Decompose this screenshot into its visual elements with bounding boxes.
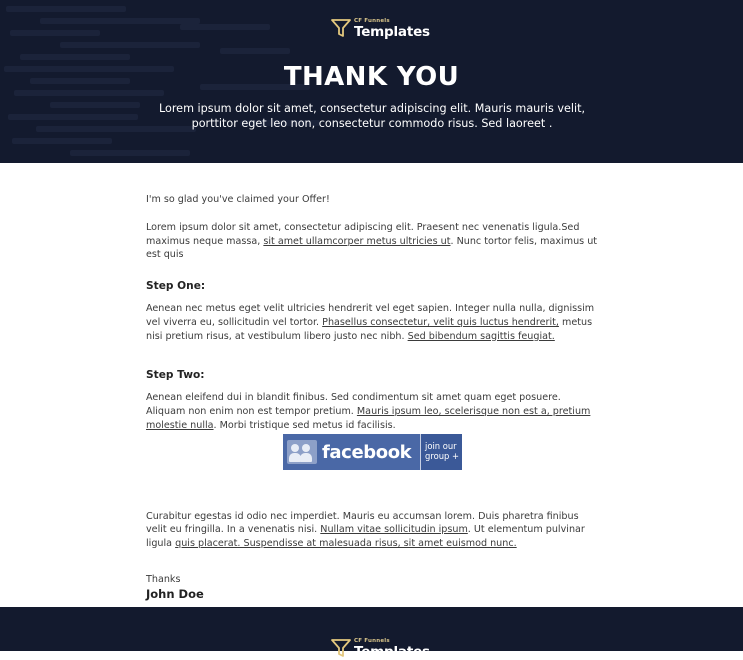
paragraph-3-text-a: Aenean eleifend dui in blandit finibus. Sed condimentum sit amet quam eget posuere. Aliquam non enim non est tempor pretium. [146, 392, 561, 417]
paragraph-4-text-a: Curabitur egestas id odio nec imperdiet. Mauris eu accumsan lorem. Duis pharetra finibus velit eu fringilla. In a venenatis nisi. [146, 510, 579, 536]
paragraph-1-text-b: . Nunc tortor felis, maximus ut est quis [146, 235, 598, 261]
paragraph-2-text-a: Aenean nec metus eget velit ultricies hendrerit vel eget sapien. Integer nulla nulla, dignissim vel viverra eu, sollicitudin vel tortor. [146, 302, 595, 328]
footer-brand-logo[interactable] [331, 638, 430, 659]
paragraph-4-link-2[interactable]: quis placerat. Suspendisse at malesuada risus, sit amet euismod nunc. [175, 538, 517, 550]
funnel-icon [331, 18, 351, 38]
join-group-text: join our group + [425, 441, 460, 461]
paragraph-3 [146, 391, 598, 432]
email-body [146, 193, 598, 602]
paragraph-2 [146, 302, 598, 343]
brand-logo[interactable] [331, 18, 430, 42]
footer-brand-small-text: CF Funnels [354, 638, 390, 644]
page-title: THANK YOU [283, 62, 460, 92]
footer [0, 607, 743, 660]
brand-big-text: Templates [354, 23, 430, 40]
hero-banner [0, 0, 743, 163]
paragraph-2-text-b: metus nisi pretium risus, at vestibulum libero justo nec nibh. [146, 316, 593, 342]
step-one-heading: Step One: [146, 280, 206, 293]
people-icon [287, 440, 317, 464]
hero-subtitle: Lorem ipsum dolor sit amet, consectetur adipiscing elit. Mauris mauris velit, porttitor eget leo non, consectetur commodo risus. Sed laoreet . [158, 102, 586, 130]
facebook-wordmark: facebook [322, 441, 412, 463]
signature-name: John Doe [146, 586, 204, 601]
paragraph-4-link-1[interactable]: Nullam vitae sollicitudin ipsum [320, 524, 468, 536]
brand-small-text: CF Funnels [354, 18, 390, 24]
paragraph-3-text-b: . Morbi tristique sed metus id facilisis. [213, 419, 396, 431]
paragraph-4 [146, 510, 598, 551]
paragraph-4-text-b: . Ut elementum pulvinar ligula [146, 524, 585, 550]
footer-brand-big-text: Templates [354, 643, 430, 660]
step-two-heading: Step Two: [146, 369, 205, 382]
paragraph-1 [146, 221, 598, 262]
footer-funnel-icon [331, 638, 351, 658]
paragraph-3-link[interactable]: Mauris ipsum leo, scelerisque non est a, pretium molestie nulla [146, 405, 591, 431]
paragraph-1-link[interactable]: sit amet ullamcorper metus ultricies ut [263, 235, 451, 247]
paragraph-1-text-a: Lorem ipsum dolor sit amet, consectetur adipiscing elit. Praesent nec venenatis ligula.Sed maximus neque massa, [146, 221, 580, 247]
facebook-group-button[interactable] [283, 434, 462, 470]
greeting-text: I'm so glad you've claimed your Offer! [146, 194, 330, 205]
thanks-text: Thanks [146, 573, 181, 585]
paragraph-2-link-1[interactable]: Phasellus consectetur, velit quis luctus hendrerit, [322, 316, 559, 328]
paragraph-2-link-2[interactable]: Sed bibendum sagittis feugiat. [407, 330, 555, 342]
